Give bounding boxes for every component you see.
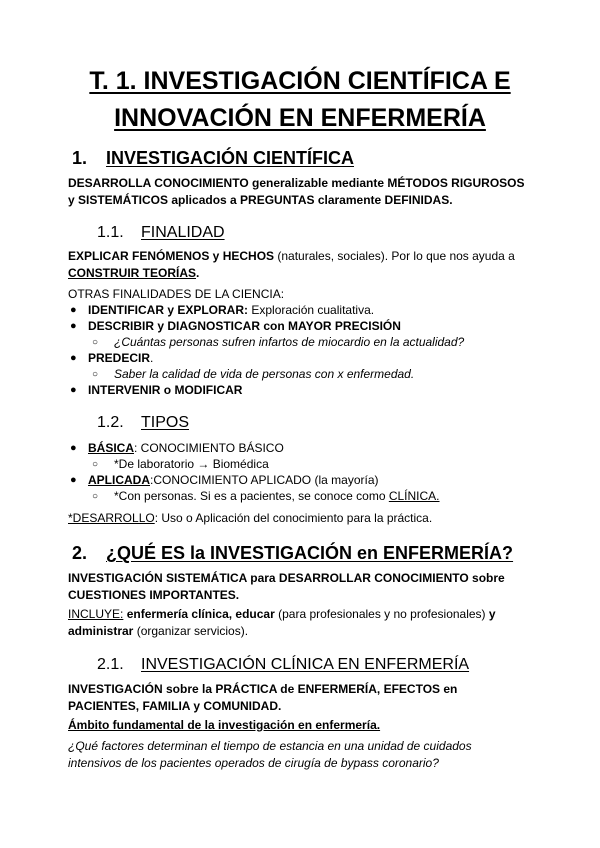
bullet-icon: ●: [70, 320, 77, 332]
subsection-number: 2.1.: [97, 656, 124, 673]
intro-line-1: DESARROLLA CONOCIMIENTO generalizable mediante MÉTODOS RIGUROSOS: [68, 176, 525, 190]
sub-item-text: *Con personas. Si es a pacientes, se conoce como: [114, 489, 389, 503]
administrar-bold: administrar: [68, 624, 134, 638]
item-rest: : CONOCIMIENTO BÁSICO: [134, 441, 284, 455]
section-1-intro: [68, 175, 538, 209]
bullet-icon: ●: [70, 442, 77, 454]
intro-line-1: INVESTIGACIÓN SISTEMÁTICA para DESARROLLAR CONOCIMIENTO sobre: [68, 571, 505, 585]
desarrollo-note: [68, 510, 538, 527]
bullet-icon: ●: [70, 352, 77, 364]
note-term: *DESARROLLO: [68, 511, 155, 525]
bullet-icon: ●: [70, 304, 77, 316]
ambito-statement: Ámbito fundamental de la investigación en enfermería.: [68, 718, 381, 732]
clinica-term: CLÍNICA.: [388, 489, 440, 503]
subsection-2-1-heading: [97, 656, 469, 674]
intro-line-2: CUESTIONES IMPORTANTES.: [68, 588, 240, 602]
subsection-number: 1.1.: [97, 224, 124, 241]
item-rest: .: [150, 351, 154, 365]
incluye-bold-1: enfermería clínica, educar: [123, 607, 275, 621]
construir-teorias: CONSTRUIR TEORÍAS: [68, 266, 197, 280]
subsection-title: FINALIDAD: [141, 224, 225, 241]
note-text: : Uso o Aplicación del conocimiento para la práctica.: [154, 511, 433, 525]
circle-bullet-icon: ○: [92, 459, 99, 470]
section-number: 2.: [72, 543, 88, 563]
item-bold: IDENTIFICAR y EXPLORAR:: [88, 303, 249, 317]
explicar-rest: (naturales, sociales). Por lo que nos ayuda a: [274, 249, 515, 263]
circle-bullet-icon: ○: [92, 369, 99, 380]
section-2-heading: [72, 543, 513, 564]
item-label: APLICADA: [88, 473, 150, 487]
section-1-heading: [72, 148, 354, 169]
item-bold: INTERVENIR o MODIFICAR: [88, 383, 243, 397]
incluye-label: INCLUYE:: [68, 607, 124, 621]
incluye-bold-2: y: [485, 607, 496, 621]
section-2-1-intro: [68, 681, 538, 715]
section-title: ¿QUÉ ES la INVESTIGACIÓN en ENFERMERÍA?: [106, 543, 514, 563]
sub-item-text: ¿Cuántas personas sufren infartos de miocardio en la actualidad?: [114, 335, 465, 349]
subsection-number: 1.2.: [97, 414, 124, 431]
incluye-paragraph: [68, 606, 538, 640]
circle-bullet-icon: ○: [92, 491, 99, 502]
document-title-line1: T. 1. INVESTIGACIÓN CIENTÍFICA E: [89, 67, 511, 95]
explicar-bold: EXPLICAR FENÓMENOS y HECHOS: [68, 249, 275, 263]
item-label: BÁSICA: [88, 441, 135, 455]
otras-finalidades-label: OTRAS FINALIDADES DE LA CIENCIA:: [68, 287, 285, 301]
question-line-1: ¿Qué factores determinan el tiempo de estancia en una unidad de cuidados: [68, 739, 472, 753]
item-rest: Exploración cualitativa.: [248, 303, 375, 317]
question-line-2: intensivos de los pacientes operados de cirugía de bypass coronario?: [68, 756, 439, 770]
document-title-line2: INNOVACIÓN EN ENFERMERÍA: [114, 104, 486, 132]
section-2-intro: [68, 570, 538, 604]
intro-line-2: PACIENTES, FAMILIA y COMUNIDAD.: [68, 699, 282, 713]
period: .: [196, 266, 200, 280]
subsection-title: TIPOS: [141, 414, 190, 431]
intro-line-2: y SISTEMÁTICOS aplicados a PREGUNTAS claramente DEFINIDAS.: [68, 193, 453, 207]
section-title: INVESTIGACIÓN CIENTÍFICA: [106, 148, 355, 168]
item-rest: :CONOCIMIENTO APLICADO (la mayoría): [150, 473, 379, 487]
item-bold: PREDECIR: [88, 351, 151, 365]
circle-bullet-icon: ○: [92, 337, 99, 348]
subsection-1-1-heading: [97, 224, 225, 242]
subsection-1-2-heading: [97, 414, 189, 432]
example-question: [68, 738, 548, 772]
finalidad-paragraph: [68, 248, 538, 282]
subsection-title: INVESTIGACIÓN CLÍNICA EN ENFERMERÍA: [141, 656, 470, 673]
bullet-icon: ●: [70, 384, 77, 396]
administrar-rest: (organizar servicios).: [133, 624, 249, 638]
item-bold: DESCRIBIR y DIAGNOSTICAR con MAYOR PRECISIÓN: [88, 319, 401, 333]
section-number: 1.: [72, 148, 88, 168]
bullet-icon: ●: [70, 474, 77, 486]
sub-item-text: *De laboratorio → Biomédica: [114, 457, 269, 471]
incluye-rest-1: (para profesionales y no profesionales): [274, 607, 486, 621]
intro-line-1: INVESTIGACIÓN sobre la PRÁCTICA de ENFERMERÍA, EFECTOS en: [68, 682, 458, 696]
sub-item-text: Saber la calidad de vida de personas con x enfermedad.: [114, 367, 415, 381]
